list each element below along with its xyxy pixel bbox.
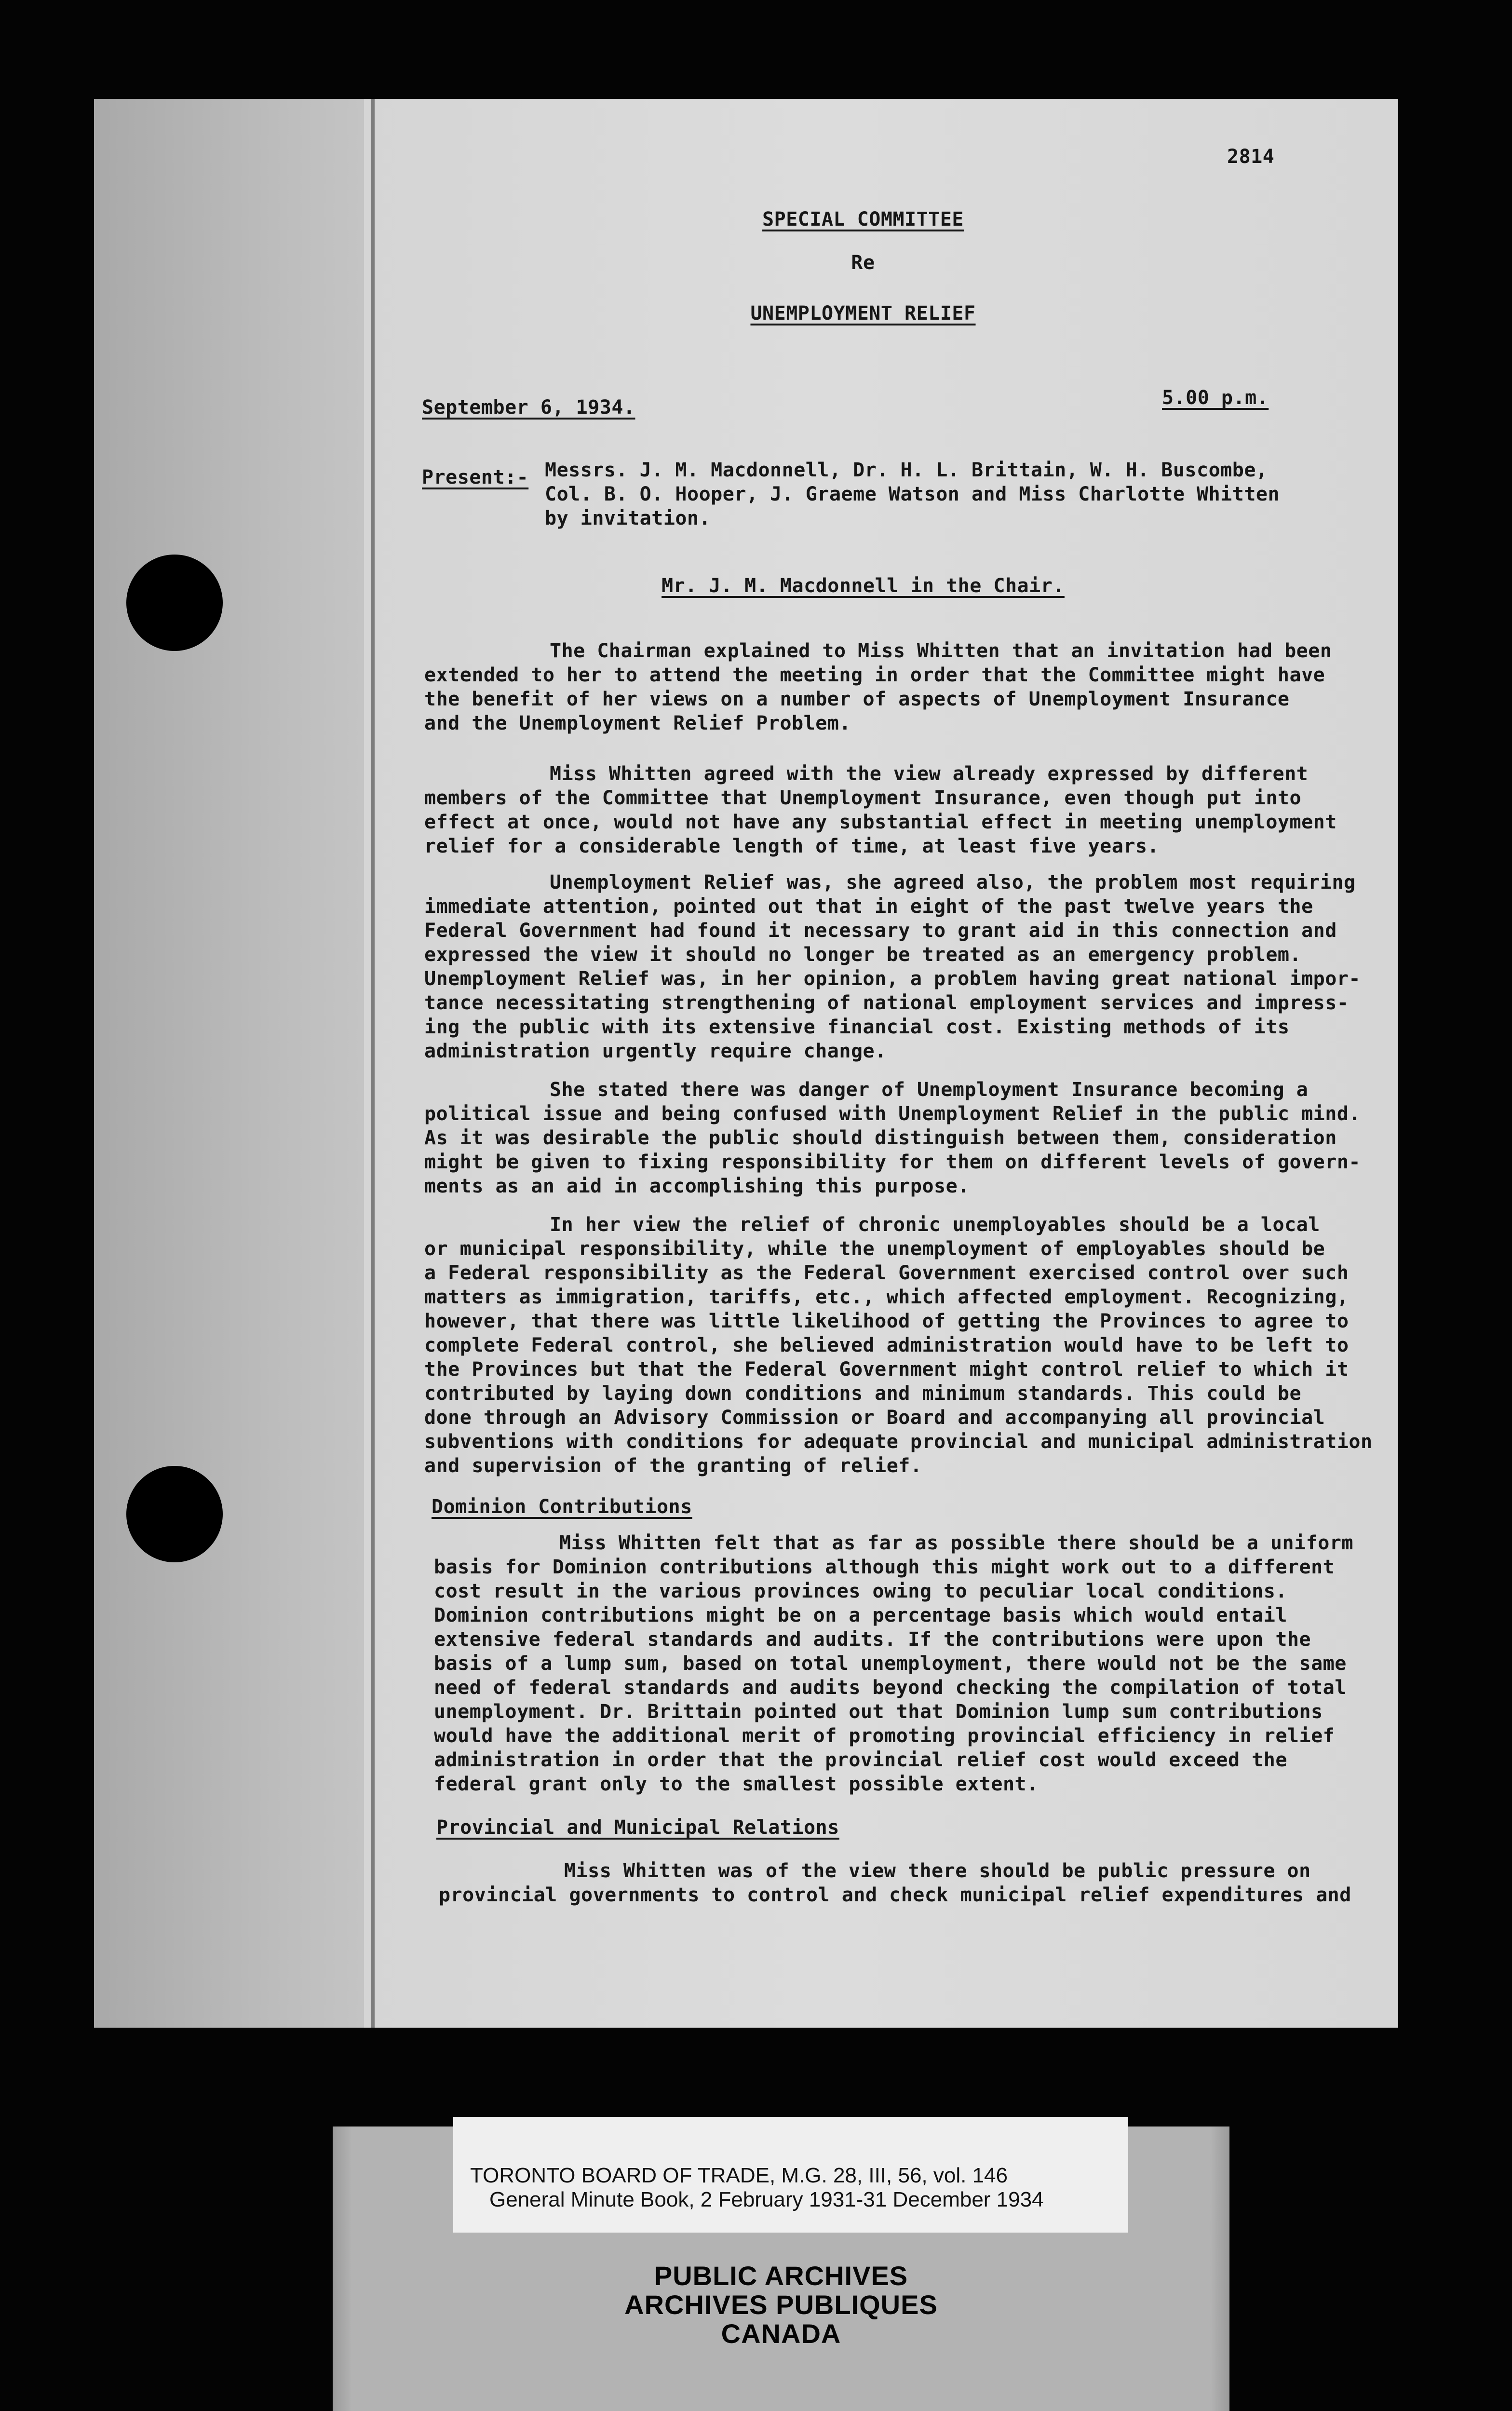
- paragraph-line: the benefit of her views on a number of aspects of Unemployment Insurance: [424, 688, 1290, 710]
- public-archives-line: PUBLIC ARCHIVES: [654, 2261, 908, 2291]
- present-line: by invitation.: [545, 507, 711, 529]
- paragraph-line: matters as immigration, tariffs, etc., which affected employment. Recognizing,: [424, 1286, 1349, 1308]
- paragraph-line: the Provinces but that the Federal Government might control relief to which it: [424, 1358, 1349, 1381]
- present-line: Messrs. J. M. Macdonnell, Dr. H. L. Brittain, W. H. Buscombe,: [545, 459, 1268, 481]
- paragraph-line: basis for Dominion contributions although this might work out to a different: [434, 1556, 1335, 1578]
- paragraph-line: The Chairman explained to Miss Whitten that an invitation had been: [550, 640, 1332, 662]
- paragraph-line: extended to her to attend the meeting in order that the Committee might have: [424, 664, 1325, 686]
- paragraph-line: basis of a lump sum, based on total unemployment, there would not be the same: [434, 1652, 1347, 1675]
- paragraph-line: members of the Committee that Unemployment Insurance, even though put into: [424, 787, 1302, 809]
- paragraph-line: or municipal responsibility, while the unemployment of employables should be: [424, 1238, 1325, 1260]
- paragraph-line: a Federal responsibility as the Federal Government exercised control over such: [424, 1262, 1349, 1284]
- paragraph-line: immediate attention, pointed out that in eight of the past twelve years the: [424, 895, 1313, 918]
- paragraph-5: [424, 1213, 1373, 1478]
- paragraph-line: unemployment. Dr. Brittain pointed out that Dominion lump sum contributions: [434, 1701, 1323, 1723]
- paragraph-1: [424, 639, 1340, 735]
- paragraph-3: [424, 870, 1361, 1063]
- paragraph-line: would have the additional merit of promoting provincial efficiency in relief: [434, 1725, 1335, 1747]
- canada-line: CANADA: [721, 2318, 841, 2349]
- paragraph-line: Dominion contributions might be on a percentage basis which would entail: [434, 1604, 1287, 1626]
- archive-reference-line-2: General Minute Book, 2 February 1931-31 December 1934: [489, 2188, 1044, 2211]
- chair-line: Mr. J. M. Macdonnell in the Chair.: [662, 575, 1065, 597]
- paragraph-line: Federal Government had found it necessary to grant aid in this connection and: [424, 920, 1337, 942]
- paragraph-line: She stated there was danger of Unemployment Insurance becoming a: [550, 1079, 1309, 1101]
- paragraph-line: cost result in the various provinces owing to peculiar local conditions.: [434, 1580, 1287, 1602]
- paragraph-line: Unemployment Relief was, she agreed also, the problem most requiring: [550, 871, 1356, 894]
- meeting-time: 5.00 p.m.: [1162, 387, 1269, 409]
- paragraph-2: [424, 762, 1340, 858]
- paragraph-line: and supervision of the granting of relief.: [424, 1455, 922, 1477]
- paragraph-line: ments as an aid in accomplishing this purpose.: [424, 1175, 970, 1197]
- paragraph-line: federal grant only to the smallest possible extent.: [434, 1773, 1039, 1795]
- paragraph-line: and the Unemployment Relief Problem.: [424, 712, 851, 734]
- paragraph-line: need of federal standards and audits beyond checking the compilation of total: [434, 1677, 1347, 1699]
- paragraph-line: might be given to fixing responsibility for them on different levels of govern-: [424, 1151, 1361, 1173]
- paragraph-line: Miss Whitten felt that as far as possible there should be a uniform: [559, 1532, 1353, 1554]
- present-line: Col. B. O. Hooper, J. Graeme Watson and Miss Charlotte Whitten: [545, 483, 1280, 505]
- paragraph-line: ing the public with its extensive financial cost. Existing methods of its: [424, 1016, 1290, 1038]
- section-provincial-municipal-relations: Provincial and Municipal Relations: [436, 1816, 839, 1839]
- paragraph-line: As it was desirable the public should distinguish between them, consideration: [424, 1127, 1337, 1149]
- paragraph-line: however, that there was little likelihood of getting the Provinces to agree to: [424, 1310, 1349, 1332]
- paragraph-4: [424, 1078, 1361, 1198]
- archives-publiques-line: ARCHIVES PUBLIQUES: [624, 2289, 938, 2320]
- paragraph-line: complete Federal control, she believed administration would have to be left to: [424, 1334, 1349, 1356]
- paragraph-line: expressed the view it should no longer be treated as an emergency problem.: [424, 944, 1302, 966]
- paragraph-line: Miss Whitten was of the view there should be public pressure on: [564, 1860, 1311, 1882]
- archive-reference-line-1: TORONTO BOARD OF TRADE, M.G. 28, III, 56, vol. 146: [470, 2164, 1008, 2187]
- heading-unemployment-relief: UNEMPLOYMENT RELIEF: [750, 302, 976, 325]
- paragraph-line: political issue and being confused with Unemployment Relief in the public mind.: [424, 1103, 1361, 1125]
- paragraph-line: tance necessitating strengthening of national employment services and impress-: [424, 992, 1349, 1014]
- paragraph-line: subventions with conditions for adequate provincial and municipal administration: [424, 1431, 1373, 1453]
- present-list: [545, 458, 1340, 530]
- present-label: Present:-: [422, 466, 529, 488]
- binder-hole-bottom: [126, 1466, 223, 1562]
- binder-hole-top: [126, 555, 223, 651]
- page-margin: [94, 99, 364, 2028]
- paragraph-provincial-municipal: [439, 1859, 1355, 1907]
- paragraph-line: done through an Advisory Commission or Board and accompanying all provincial: [424, 1407, 1325, 1429]
- paragraph-line: administration in order that the provincial relief cost would exceed the: [434, 1749, 1287, 1771]
- paragraph-line: effect at once, would not have any substantial effect in meeting unemployment: [424, 811, 1337, 833]
- paragraph-line: provincial governments to control and check municipal relief expenditures and: [439, 1884, 1351, 1906]
- page-number: 2814: [1227, 146, 1275, 168]
- meeting-date: September 6, 1934.: [422, 396, 635, 419]
- heading-special-committee: SPECIAL COMMITTEE: [762, 208, 964, 230]
- paragraph-line: In her view the relief of chronic unemployables should be a local: [550, 1214, 1320, 1236]
- paragraph-line: administration urgently require change.: [424, 1040, 887, 1062]
- paragraph-dominion-contributions: [434, 1531, 1353, 1796]
- paragraph-line: Unemployment Relief was, in her opinion, a problem having great national impor-: [424, 968, 1361, 990]
- paragraph-line: Miss Whitten agreed with the view already expressed by different: [550, 763, 1309, 785]
- heading-re: Re: [851, 252, 875, 274]
- section-dominion-contributions: Dominion Contributions: [432, 1496, 692, 1518]
- paragraph-line: extensive federal standards and audits. If the contributions were upon the: [434, 1628, 1311, 1651]
- paragraph-line: contributed by laying down conditions and minimum standards. This could be: [424, 1382, 1302, 1405]
- margin-rule: [371, 99, 375, 2028]
- paragraph-line: relief for a considerable length of time, at least five years.: [424, 835, 1160, 857]
